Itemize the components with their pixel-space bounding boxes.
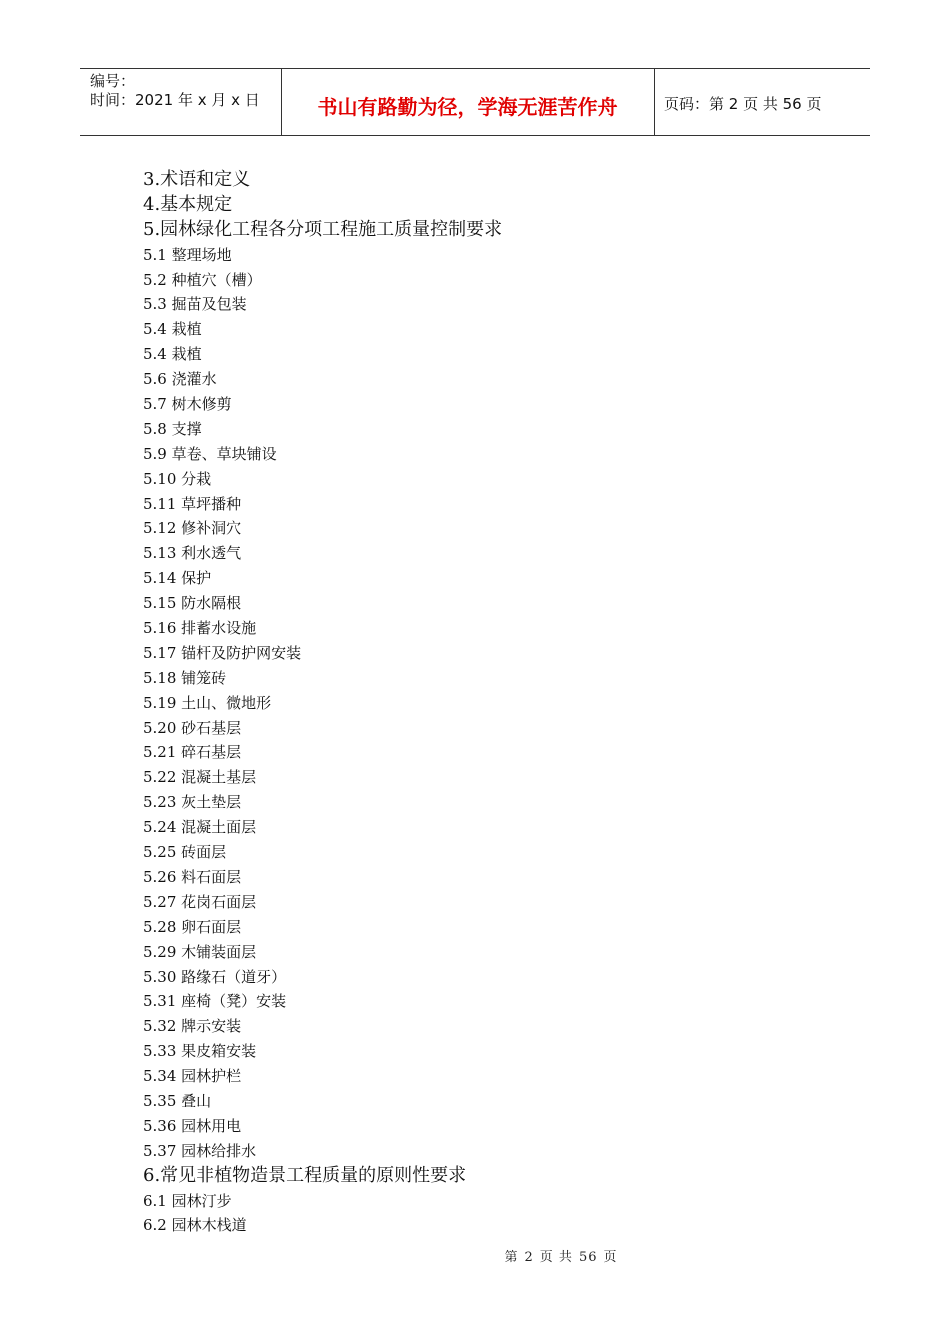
header-bottom-rule xyxy=(80,135,870,136)
toc-entry: 5.30 路缘石（道牙） xyxy=(143,967,287,986)
header-motto: 书山有路勤为径，学海无涯苦作舟 xyxy=(317,95,618,119)
toc-entry: 5.25 砖面层 xyxy=(143,843,227,862)
toc-entry: 5.26 料石面层 xyxy=(143,867,242,886)
toc-entry: 5.35 叠山 xyxy=(143,1091,212,1110)
toc-entry: 5.36 园林用电 xyxy=(143,1116,242,1135)
toc-entry: 3.术语和定义 xyxy=(143,169,251,190)
toc-entry: 5.33 果皮箱安装 xyxy=(143,1042,257,1061)
toc-entry: 5.9 草卷、草块铺设 xyxy=(143,444,277,463)
toc-entry: 5.11 草坪播种 xyxy=(143,494,242,513)
toc-entry: 6.2 园林木栈道 xyxy=(143,1216,247,1235)
toc-entry: 5.16 排蓄水设施 xyxy=(143,619,257,638)
toc-entry: 5.13 利水透气 xyxy=(143,544,242,563)
footer-suffix: 页 xyxy=(603,1250,618,1265)
toc-entry: 5.14 保护 xyxy=(143,569,212,588)
toc-entry: 5.24 混凝土面层 xyxy=(143,818,257,837)
header-divider-right xyxy=(654,68,655,136)
toc-entry: 5.4 栽植 xyxy=(143,345,202,364)
toc-entry: 5.17 锚杆及防护网安装 xyxy=(143,643,302,662)
toc-entry: 5.18 铺笼砖 xyxy=(143,668,227,687)
toc-entry: 5.20 砂石基层 xyxy=(143,718,242,737)
toc-entry: 5.23 灰土垫层 xyxy=(143,793,242,812)
toc-entry: 5.3 掘苗及包装 xyxy=(143,295,247,314)
footer-prefix: 第 xyxy=(504,1250,519,1265)
table-of-contents xyxy=(143,168,502,1238)
toc-entry: 5.27 花岗石面层 xyxy=(143,892,257,911)
toc-entry: 5.8 支撑 xyxy=(143,419,202,438)
toc-entry: 5.37 园林给排水 xyxy=(143,1141,257,1160)
toc-entry: 5.7 树木修剪 xyxy=(143,395,232,414)
toc-entry: 4.基本规定 xyxy=(143,193,233,215)
document-number-label: 编号： xyxy=(90,72,136,90)
toc-entry: 5.10 分栽 xyxy=(143,469,212,488)
toc-entry: 5.19 土山、微地形 xyxy=(143,693,272,712)
page-footer xyxy=(0,1246,950,1265)
toc-entry: 5.园林绿化工程各分项工程施工质量控制要求 xyxy=(143,218,503,240)
toc-entry: 5.4 栽植 xyxy=(143,320,202,339)
toc-entry: 6.1 园林汀步 xyxy=(143,1191,232,1210)
footer-middle: 页 共 xyxy=(539,1250,573,1265)
toc-entry: 5.6 浇灌水 xyxy=(143,370,217,389)
toc-entry: 5.31 座椅（凳）安装 xyxy=(143,992,287,1011)
toc-entry: 5.15 防水隔根 xyxy=(143,594,242,613)
footer-total-pages: 56 xyxy=(578,1250,598,1265)
footer-page-number: 2 xyxy=(524,1250,534,1265)
toc-entry: 6.常见非植物造景工程质量的原则性要求 xyxy=(143,1164,467,1186)
toc-entry: 5.28 卵石面层 xyxy=(143,917,242,936)
toc-entry: 5.29 木铺装面层 xyxy=(143,942,257,961)
toc-entry: 5.12 修补洞穴 xyxy=(143,519,242,538)
header-page-info: 页码：第 2 页 共 56 页 xyxy=(664,95,822,113)
toc-entry: 5.22 混凝土基层 xyxy=(143,768,257,787)
header-top-rule xyxy=(80,68,870,69)
toc-entry: 5.32 牌示安装 xyxy=(143,1017,242,1036)
toc-entry: 5.1 整理场地 xyxy=(143,245,232,264)
document-date: 时间：2021 年 x 月 x 日 xyxy=(90,91,260,109)
toc-entry: 5.34 园林护栏 xyxy=(143,1067,242,1086)
header-meta xyxy=(90,72,260,110)
toc-entry: 5.21 碎石基层 xyxy=(143,743,242,762)
toc-entry: 5.2 种植穴（槽） xyxy=(143,270,262,289)
